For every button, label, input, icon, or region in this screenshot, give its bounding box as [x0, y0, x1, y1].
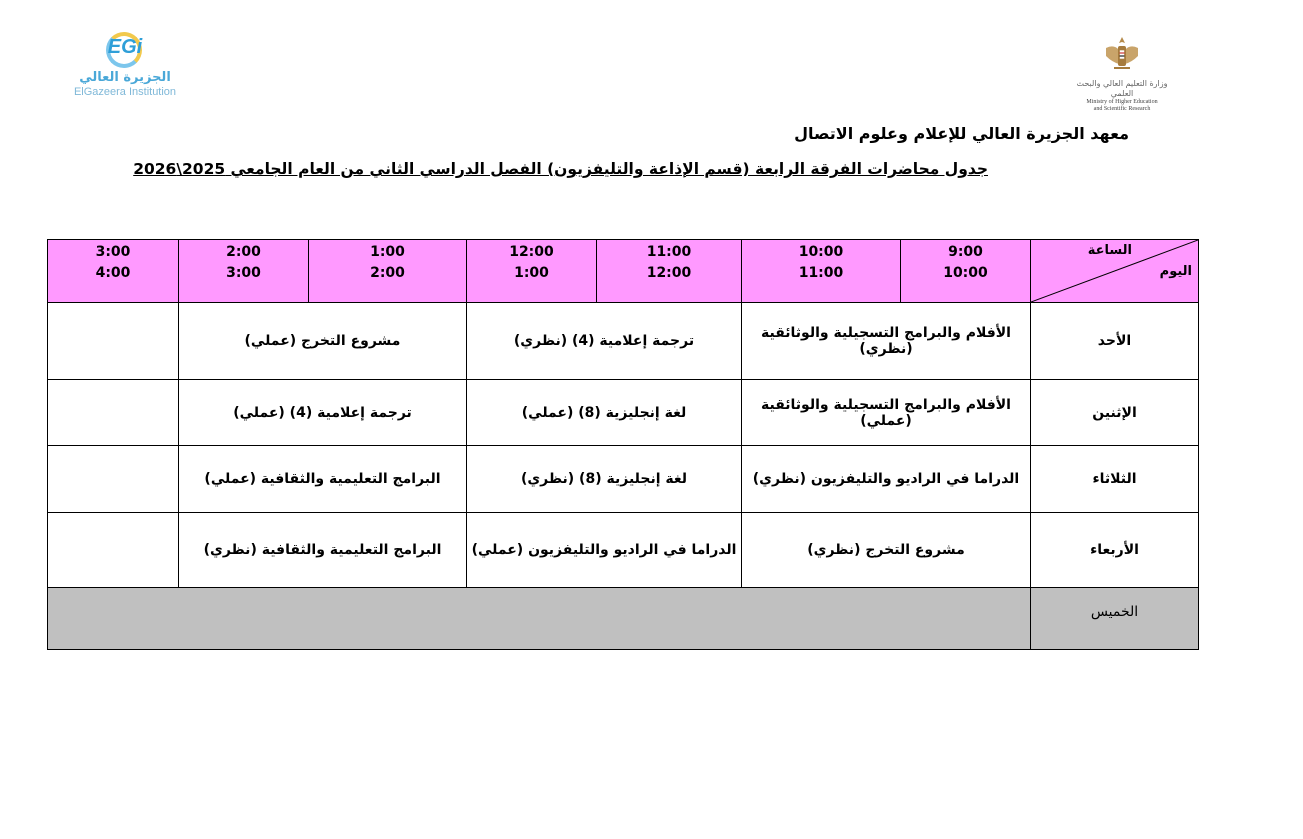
table-row	[48, 513, 1199, 588]
egi-logo-arabic: الجزيرة العالي	[79, 70, 171, 85]
eagle-emblem-icon	[1102, 34, 1142, 74]
day-cell: الخميس	[1031, 588, 1199, 650]
holiday-cell	[48, 588, 1031, 650]
lecture-cell: البرامج التعليمية والثقافية (عملي)	[179, 446, 467, 513]
table-row-holiday	[48, 588, 1199, 650]
time-slot: 11:00 12:00	[597, 240, 742, 303]
time-slot: 3:00 4:00	[48, 240, 179, 303]
lecture-cell: مشروع التخرج (عملي)	[179, 303, 467, 380]
time-slot: 12:00 1:00	[467, 240, 597, 303]
lecture-cell: ترجمة إعلامية (4) (نظري)	[467, 303, 742, 380]
hour-label: الساعة	[1087, 243, 1132, 258]
lecture-cell: لغة إنجليزية (8) (نظري)	[467, 446, 742, 513]
empty-cell	[48, 513, 179, 588]
institute-name: معهد الجزيرة العالي للإعلام وعلوم الاتصال	[794, 124, 1129, 143]
time-slot: 9:00 10:00	[901, 240, 1031, 303]
day-cell: الأربعاء	[1031, 513, 1199, 588]
corner-cell	[1031, 240, 1199, 303]
egi-logo-english: ElGazeera Institution	[73, 86, 177, 98]
egi-logo	[66, 30, 184, 110]
ministry-logo-arabic: وزارة التعليم العالي والبحث العلمي	[1076, 79, 1168, 98]
header-row	[48, 240, 1199, 303]
empty-cell	[48, 446, 179, 513]
ministry-logo-english-1: Ministry of Higher Education	[1086, 99, 1158, 105]
day-cell: الثلاثاء	[1031, 446, 1199, 513]
schedule-table	[47, 239, 1199, 650]
egi-logo-mark: EGi	[100, 30, 150, 70]
ministry-logo	[1074, 34, 1170, 112]
lecture-cell: الدراما في الراديو والتليفزيون (عملي)	[467, 513, 742, 588]
lecture-cell: البرامج التعليمية والثقافية (نظري)	[179, 513, 467, 588]
lecture-cell: ترجمة إعلامية (4) (عملي)	[179, 380, 467, 446]
lecture-cell: لغة إنجليزية (8) (عملي)	[467, 380, 742, 446]
table-row	[48, 303, 1199, 380]
day-cell: الأحد	[1031, 303, 1199, 380]
lecture-cell: مشروع التخرج (نظري)	[742, 513, 1031, 588]
time-slot: 10:00 11:00	[742, 240, 901, 303]
table-row	[48, 380, 1199, 446]
empty-cell	[48, 380, 179, 446]
ministry-logo-english-2: and Scientific Research	[1093, 106, 1151, 112]
page-title: جدول محاضرات الفرقة الرابعة (قسم الإذاعة والتليفزيون) الفصل الدراسي الثاني من العام الجامعي 2025\2026	[133, 160, 988, 178]
empty-cell	[48, 303, 179, 380]
lecture-cell: الدراما في الراديو والتليفزيون (نظري)	[742, 446, 1031, 513]
lecture-cell: الأفلام والبرامج التسجيلية والوثائقية (نظري)	[742, 303, 1031, 380]
day-cell: الإثنين	[1031, 380, 1199, 446]
time-slot: 2:00 3:00	[179, 240, 309, 303]
table-row	[48, 446, 1199, 513]
lecture-cell: الأفلام والبرامج التسجيلية والوثائقية (عملي)	[742, 380, 1031, 446]
day-label: اليوم	[1159, 264, 1192, 279]
time-slot: 1:00 2:00	[309, 240, 467, 303]
